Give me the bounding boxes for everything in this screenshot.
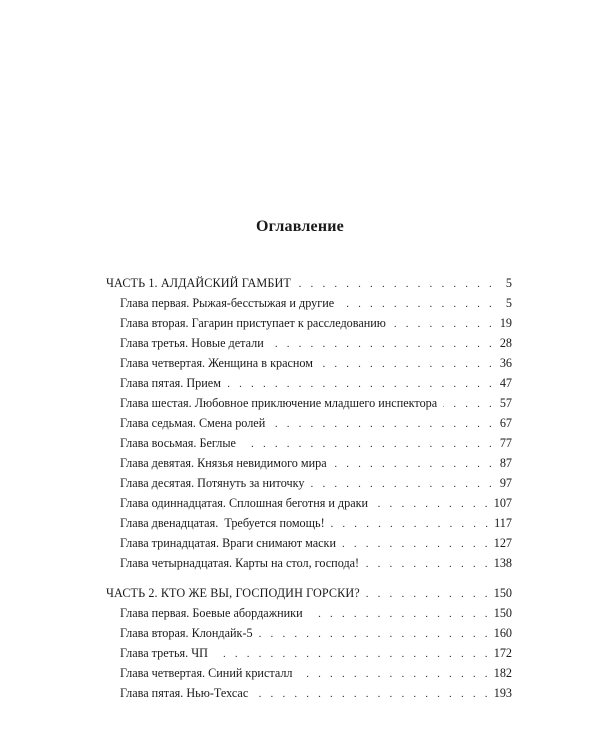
toc-chapter[interactable]	[120, 473, 512, 493]
toc-page-number: 107	[493, 496, 512, 510]
toc-chapter[interactable]	[120, 313, 512, 333]
toc-chapter[interactable]	[120, 533, 512, 553]
toc-chapter[interactable]	[120, 433, 512, 453]
toc-entry-label: ЧАСТЬ 2. КТО ЖЕ ВЫ, ГОСПОДИН ГОРСКИ?	[106, 586, 360, 600]
toc-chapter[interactable]	[120, 553, 512, 573]
dot-leader	[227, 374, 495, 394]
toc-page-number: 28	[499, 336, 512, 350]
toc-chapter[interactable]	[120, 353, 512, 373]
dot-leader	[365, 554, 491, 574]
toc-page-number: 36	[499, 356, 512, 370]
dot-leader	[259, 624, 491, 644]
dot-leader	[297, 274, 495, 294]
toc-entry-label: Глава восьмая. Беглые	[120, 436, 236, 450]
toc-chapter[interactable]	[120, 663, 512, 683]
dot-leader	[333, 454, 495, 474]
toc-entry-label: Глава пятая. Нью-Техсас	[120, 686, 249, 700]
toc-entry-label: ЧАСТЬ 1. АЛДАЙСКИЙ ГАМБИТ	[106, 276, 291, 290]
toc-chapter[interactable]	[120, 683, 512, 703]
toc-page-number: 160	[493, 626, 512, 640]
toc-page-number: 87	[499, 456, 512, 470]
dot-leader	[319, 354, 495, 374]
dot-leader	[309, 604, 491, 624]
toc-page-number: 19	[499, 316, 512, 330]
dot-leader	[443, 394, 495, 414]
toc-entry-label: Глава двенадцатая. Требуется помощь!	[120, 516, 325, 530]
dot-leader	[342, 534, 491, 554]
toc-page-number: 57	[499, 396, 512, 410]
toc-chapter[interactable]	[120, 643, 512, 663]
dot-leader	[214, 644, 491, 664]
dot-leader	[374, 494, 491, 514]
dot-leader	[331, 514, 492, 534]
toc-entry-label: Глава четырнадцатая. Карты на стол, господа!	[120, 556, 360, 570]
toc-chapter[interactable]	[120, 493, 512, 513]
toc-entry-label: Глава вторая. Гагарин приступает к расследованию	[120, 316, 386, 330]
toc-entry-label: Глава десятая. Потянуть за ниточку	[120, 476, 305, 490]
toc-chapter[interactable]	[120, 373, 512, 393]
toc-part-2[interactable]	[106, 583, 512, 603]
toc-page-number: 117	[494, 516, 512, 530]
toc-page-number: 67	[499, 416, 512, 430]
page-title: Оглавление	[256, 218, 344, 235]
dot-leader	[310, 474, 495, 494]
toc-entry-label: Глава шестая. Любовное приключение младшего инспектора	[120, 396, 438, 410]
toc-page-number: 97	[499, 476, 512, 490]
toc-entry-label: Глава первая. Рыжая-бесстыжая и другие	[120, 296, 335, 310]
toc-page-number: 182	[493, 666, 512, 680]
toc-entry-label: Глава первая. Боевые абордажники	[120, 606, 303, 620]
dot-leader	[340, 294, 495, 314]
toc-page-number: 47	[499, 376, 512, 390]
dot-leader	[254, 684, 490, 704]
toc-chapter[interactable]	[120, 333, 512, 353]
toc-entry-label: Глава одиннадцатая. Сплошная беготня и драки	[120, 496, 369, 510]
toc-page-number: 193	[493, 686, 512, 700]
toc-entry-label: Глава третья. Новые детали	[120, 336, 264, 350]
toc-entry-label: Глава пятая. Прием	[120, 376, 221, 390]
toc-entry-label: Глава девятая. Князья невидимого мира	[120, 456, 327, 470]
toc-entry-label: Глава четвертая. Женщина в красном	[120, 356, 313, 370]
toc-chapter[interactable]	[120, 293, 512, 313]
dot-leader	[392, 314, 495, 334]
toc-chapter[interactable]	[120, 603, 512, 623]
toc-entry-label: Глава вторая. Клондайк-5	[120, 626, 253, 640]
toc-entry-label: Глава четвертая. Синий кристалл	[120, 666, 293, 680]
toc-page-number: 127	[493, 536, 512, 550]
toc-page-number: 77	[499, 436, 512, 450]
toc-page-number: 138	[493, 556, 512, 570]
toc-chapter[interactable]	[120, 393, 512, 413]
dot-leader	[366, 584, 491, 604]
toc-page-number: 5	[505, 296, 512, 310]
toc-page-number: 150	[493, 606, 512, 620]
toc-entry-label: Глава третья. ЧП	[120, 646, 208, 660]
toc-chapter[interactable]	[120, 453, 512, 473]
dot-leader	[242, 434, 495, 454]
toc-entry-label: Глава седьмая. Смена ролей	[120, 416, 266, 430]
dot-leader	[299, 664, 491, 684]
dot-leader	[271, 414, 495, 434]
dot-leader	[270, 334, 495, 354]
toc-page-number: 5	[505, 276, 512, 290]
toc-page-number: 172	[493, 646, 512, 660]
toc-part-1[interactable]	[106, 273, 512, 293]
toc-entry-label: Глава тринадцатая. Враги снимают маски	[120, 536, 336, 550]
toc-chapter[interactable]	[120, 513, 512, 533]
toc-chapter[interactable]	[120, 413, 512, 433]
toc-chapter[interactable]	[120, 623, 512, 643]
toc-page-number: 150	[493, 586, 512, 600]
